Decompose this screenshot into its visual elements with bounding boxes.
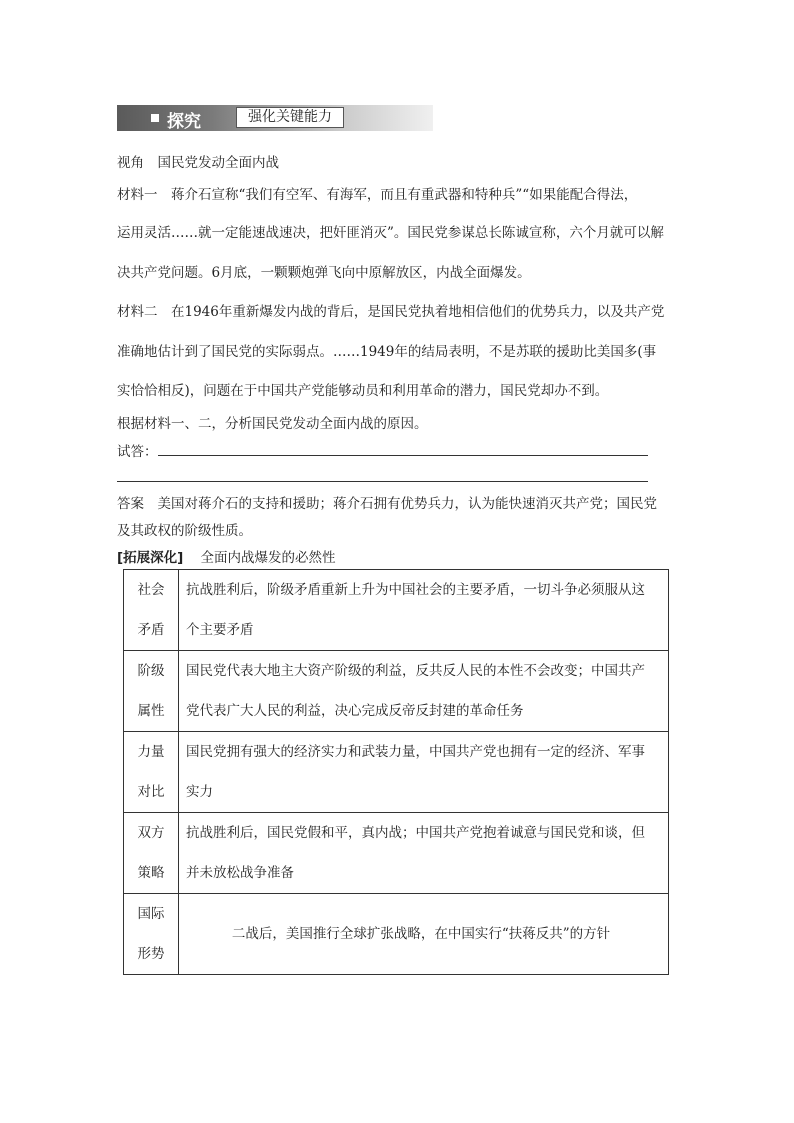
table-row (124, 651, 669, 732)
row-value (179, 894, 669, 975)
answer-writing-line-1[interactable] (158, 455, 648, 456)
extension-table (123, 569, 669, 975)
answer-line1: 答案 美国对蒋介石的支持和援助；蒋介石拥有优势兵力，认为能快速消灭共产党；国民党 (117, 496, 657, 512)
row-key-part: 国际 (137, 906, 165, 922)
row-value (179, 570, 669, 651)
row-value-line: 抗战胜利后，阶级矛盾重新上升为中国社会的主要矛盾，一切斗争必须服从这 (186, 582, 645, 598)
extension-title: 全面内战爆发的必然性 (200, 550, 336, 566)
row-value-line: 并未放松战争准备 (186, 865, 294, 881)
row-key-part: 形势 (137, 946, 165, 962)
row-key-part: 矛盾 (137, 622, 165, 638)
table-row (124, 894, 669, 975)
extension-label: [拓展深化] (117, 550, 184, 566)
row-value-line: 个主要矛盾 (186, 622, 254, 638)
row-value-line: 实力 (186, 784, 213, 800)
row-key (124, 732, 179, 813)
row-key (124, 651, 179, 732)
table-row (124, 732, 669, 813)
row-key (124, 813, 179, 894)
try-label: 试答： (117, 444, 158, 460)
banner-subtitle: 强化关键能力 (236, 107, 344, 128)
row-value-line: 国民党拥有强大的经济实力和武装力量，中国共产党也拥有一定的经济、军事 (186, 744, 645, 760)
angle-heading: 视角 国民党发动全面内战 (117, 155, 279, 171)
material1-line1: 材料一 蒋介石宣称“我们有空军、有海军，而且有重武器和特种兵”“如果能配合得法， (117, 187, 638, 203)
table-row (124, 813, 669, 894)
row-value (179, 813, 669, 894)
row-value (179, 651, 669, 732)
row-value-line: 抗战胜利后，国民党假和平，真内战；中国共产党抱着诚意与国民党和谈，但 (186, 825, 645, 841)
extension-heading (117, 546, 336, 566)
material2-line2: 准确地估计到了国民党的实际弱点。……1949年的结局表明，不是苏联的援助比美国多(事 (117, 344, 657, 360)
material1-line2: 运用灵活……就一定能速战速决，把奸匪消灭”。国民党参谋总长陈诚宣称，六个月就可以解 (117, 225, 664, 241)
material2-line3: 实恰恰相反)，问题在于中国共产党能够动员和利用革命的潜力，国民党却办不到。 (117, 383, 609, 399)
row-value-line: 国民党代表大地主大资产阶级的利益，反共反人民的本性不会改变；中国共产 (186, 663, 645, 679)
row-key (124, 894, 179, 975)
row-value-line: 党代表广大人民的利益，决心完成反帝反封建的革命任务 (186, 703, 524, 719)
row-key-part: 社会 (137, 582, 165, 598)
row-key-part: 属性 (137, 703, 165, 719)
material2-line1: 材料二 在1946年重新爆发内战的背后，是国民党执着地相信他们的优势兵力，以及共产党 (117, 304, 665, 320)
row-key-part: 对比 (137, 784, 165, 800)
row-value (179, 732, 669, 813)
row-key-part: 双方 (137, 825, 165, 841)
material1-line3: 决共产党问题。6月底，一颗颗炮弹飞向中原解放区，内战全面爆发。 (117, 265, 531, 281)
table-row (124, 570, 669, 651)
row-value-line: 二战后，美国推行全球扩张战略，在中国实行“扶蒋反共”的方针 (231, 926, 611, 942)
answer-line2: 及其政权的阶级性质。 (117, 523, 252, 539)
banner-tag: 探究 (167, 112, 201, 132)
row-key-part: 阶级 (137, 663, 165, 679)
section-banner (117, 105, 433, 131)
answer-writing-line-2[interactable] (117, 481, 648, 482)
question-text: 根据材料一、二，分析国民党发动全面内战的原因。 (117, 416, 428, 432)
row-key-part: 力量 (137, 744, 165, 760)
row-key (124, 570, 179, 651)
row-key-part: 策略 (137, 865, 165, 881)
bullet-square-icon (151, 114, 159, 122)
